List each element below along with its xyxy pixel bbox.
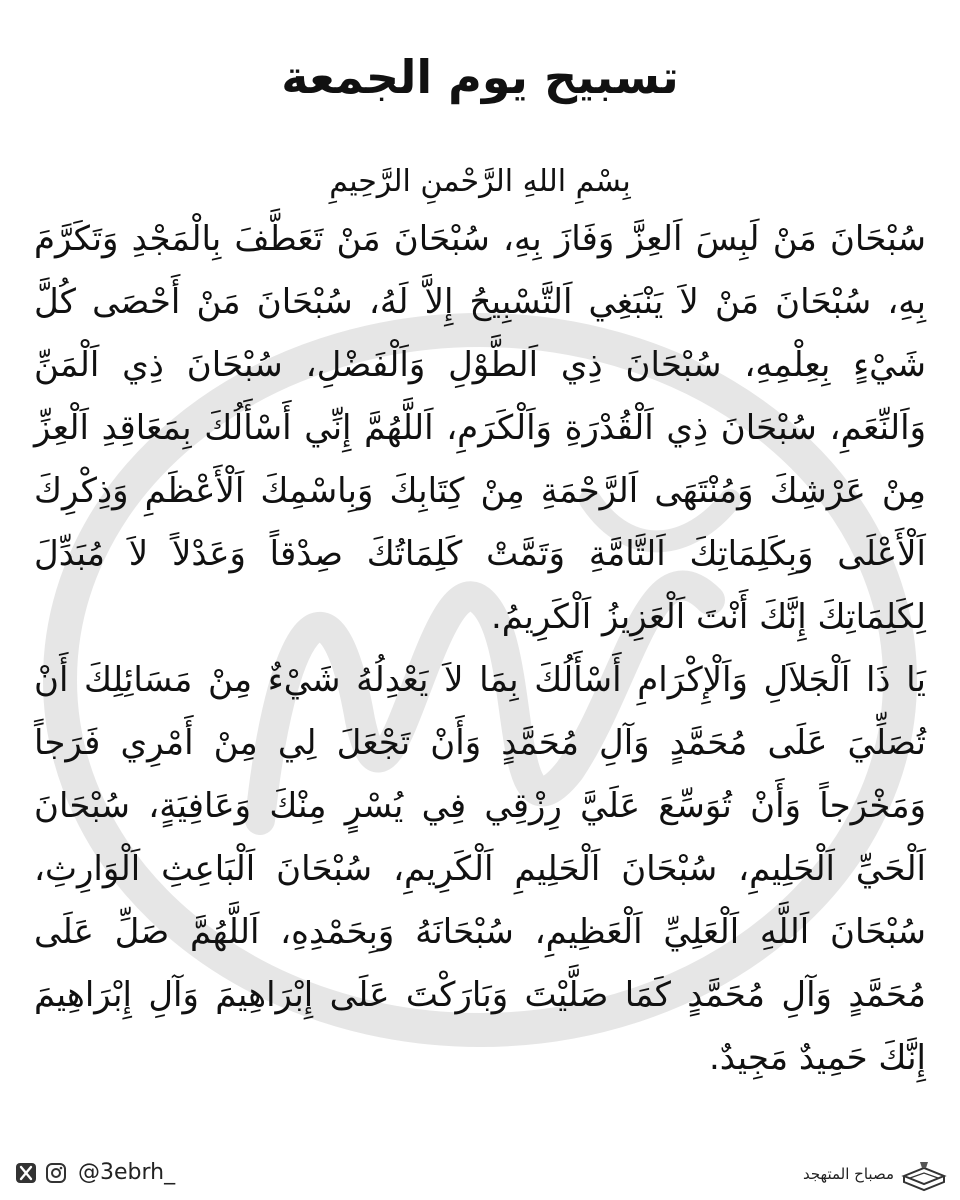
social-links — [14, 1160, 175, 1185]
brand-name: مصباح المتهجد — [803, 1165, 894, 1183]
paragraph-1: سُبْحَانَ مَنْ لَبِسَ اَلعِزَّ وَفَازَ بِهِ، سُبْحَانَ مَنْ تَعَطَّفَ بِالْمَجْدِ وَتَكَرَّمَ بِهِ، سُبْحَانَ مَنْ لاَ يَنْبَغِي اَلتَّسْبِيحُ إِلاَّ لَهُ، سُبْحَانَ مَنْ أَحْصَى كُلَّ شَيْءٍ بِعِلْمِهِ، سُبْحَانَ ذِي اَلطَّوْلِ وَاَلْفَضْلِ، سُبْحَانَ ذِي اَلْمَنِّ وَاَلنِّعَمِ، سُبْحَانَ ذِي اَلْقُدْرَةِ وَاَلْكَرَمِ، اَللَّهُمَّ إِنِّي أَسْأَلُكَ بِمَعَاقِدِ اَلْعِزِّ مِنْ عَرْشِكَ وَمُنْتَهَى اَلرَّحْمَةِ مِنْ كِتَابِكَ وَبِاسْمِكَ اَلْأَعْظَمِ وَذِكْرِكَ اَلْأَعْلَى وَبِكَلِمَاتِكَ اَلتَّامَّةِ وَتَمَّتْ كَلِمَاتُكَ صِدْقاً وَعَدْلاً لاَ مُبَدِّلَ لِكَلِمَاتِكَ إِنَّكَ أَنْتَ اَلْعَزِيزُ اَلْكَرِيمُ. — [34, 219, 926, 637]
footer — [0, 1148, 960, 1200]
x-logo-icon[interactable] — [14, 1161, 38, 1185]
prayer-text — [34, 208, 926, 1090]
paragraph-2: يَا ذَا اَلْجَلاَلِ وَاَلْإِكْرَامِ أَسْأَلُكَ بِمَا لاَ يَعْدِلُهُ شَيْءٌ مِنْ مَسَائِلِكَ أَنْ تُصَلِّيَ عَلَى مُحَمَّدٍ وَآلِ مُحَمَّدٍ وَأَنْ تَجْعَلَ لِي مِنْ أَمْرِي فَرَجاً وَمَخْرَجاً وَأَنْ تُوَسِّعَ عَلَيَّ رِزْقِي فِي يُسْرٍ مِنْكَ وَعَافِيَةٍ، سُبْحَانَ اَلْحَيِّ اَلْحَلِيمِ، سُبْحَانَ اَلْحَلِيمِ اَلْكَرِيمِ، سُبْحَانَ اَلْبَاعِثِ اَلْوَارِثِ، سُبْحَانَ اَللَّهِ اَلْعَلِيِّ اَلْعَظِيمِ، سُبْحَانَهُ وَبِحَمْدِهِ، اَللَّهُمَّ صَلِّ عَلَى مُحَمَّدٍ وَآلِ مُحَمَّدٍ كَمَا صَلَّيْتَ وَبَارَكْتَ عَلَى إِبْرَاهِيمَ وَآلِ إِبْرَاهِيمَ إِنَّكَ حَمِيدٌ مَجِيدٌ. — [34, 660, 926, 1078]
social-handle: @3ebrh_ — [78, 1160, 176, 1185]
basmala: بِسْمِ اللهِ الرَّحْمنِ الرَّحِيمِ — [329, 164, 631, 199]
book-logo-icon — [900, 1154, 948, 1194]
instagram-icon[interactable] — [44, 1161, 68, 1185]
brand — [803, 1154, 948, 1194]
page-title: تسبيح يوم الجمعة — [281, 50, 679, 104]
